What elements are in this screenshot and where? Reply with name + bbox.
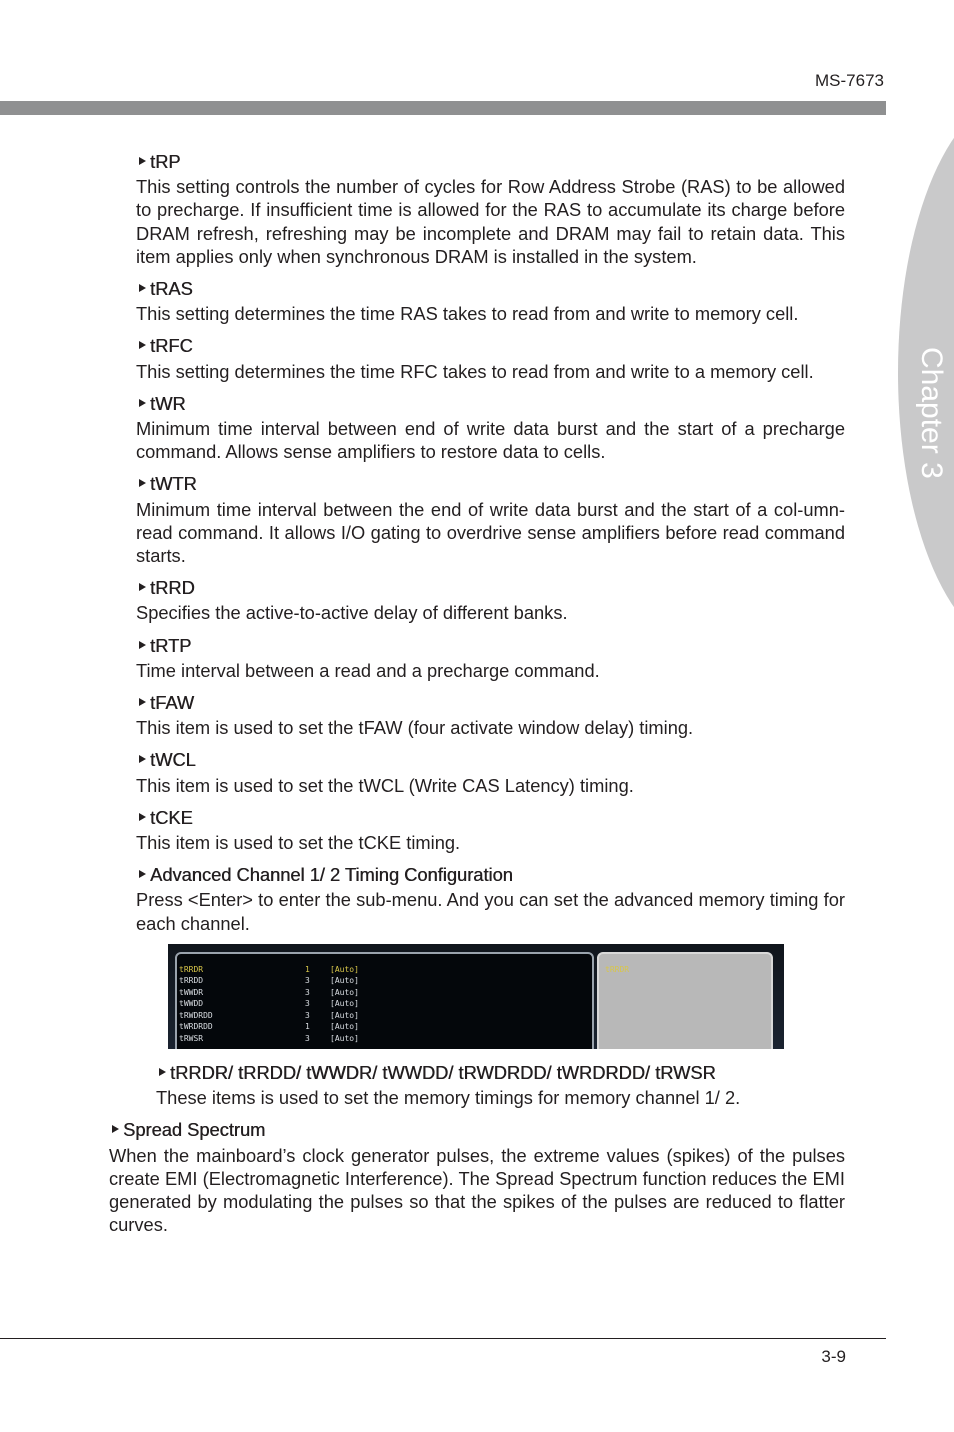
timing-row[interactable]: tWRDRDD 1 [Auto] xyxy=(179,1022,359,1032)
item-description: These items is used to set the memory timings for memory channel 1/ 2. xyxy=(156,1087,741,1109)
page-content xyxy=(109,150,845,1245)
help-panel xyxy=(597,952,773,1049)
item-twtr xyxy=(136,472,845,567)
item-spread-spectrum xyxy=(109,1118,845,1236)
timing-row[interactable]: tRWDRDD 3 [Auto] xyxy=(179,1010,359,1020)
item-heading: tRAS xyxy=(136,277,845,300)
timing-row[interactable]: tRWSR 3 [Auto] xyxy=(179,1033,359,1043)
item-description: This setting controls the number of cycles for Row Address Strobe (RAS) to be allowed to precharge. If insufficient time is allowed for the RAS to accumulate its charge before DRAM refresh, refreshing may be incomplete and DRAM may fail to retain data. This item applies only when synchronous DRAM is installed in the system. xyxy=(136,176,845,267)
item-description: Minimum time interval between the end of write data burst and the start of a col-umn-read command. It allows I/O gating to overdrive sense amplifiers before read command starts. xyxy=(136,498,845,567)
timing-rows xyxy=(179,964,579,1045)
item-heading: tWCL xyxy=(136,748,845,771)
page-number: 3-9 xyxy=(821,1347,846,1366)
item-trfc xyxy=(136,334,845,382)
item-heading: tFAW xyxy=(136,691,845,714)
item-advanced-channel xyxy=(136,863,845,935)
item-heading: tRRD xyxy=(136,576,845,599)
item-description: Time interval between a read and a precharge command. xyxy=(136,659,600,681)
chapter-label: Chapter 3 xyxy=(915,347,948,479)
item-description: This item is used to set the tWCL (Write CAS Latency) timing. xyxy=(136,774,634,796)
item-twcl xyxy=(136,748,845,796)
item-heading: tRTP xyxy=(136,634,845,657)
item-heading: tRP xyxy=(136,150,845,173)
item-trrd xyxy=(136,576,845,624)
timing-row[interactable]: tWWDR 3 [Auto] xyxy=(179,987,359,997)
item-heading: Spread Spectrum xyxy=(109,1118,845,1141)
item-description: This item is used to set the tFAW (four activate window delay) timing. xyxy=(136,717,694,739)
model-number: MS-7673 xyxy=(815,71,884,90)
item-description: When the mainboard’s clock generator pulses, the extreme values (spikes) of the pulses create EMI (Electromagnetic Interference). The Spread Spectrum function reduces the EMI generated by modulating the pulses so that the spikes of the pulses are reduced to flatter curves. xyxy=(109,1144,845,1236)
item-twr xyxy=(136,392,845,464)
bios-screenshot xyxy=(168,944,784,1049)
item-description: This item is used to set the tCKE timing. xyxy=(136,832,461,854)
item-trp xyxy=(136,150,845,268)
item-tras xyxy=(136,277,845,325)
footer-rule xyxy=(0,1338,886,1339)
item-heading: tCKE xyxy=(136,806,845,829)
item-description: Specifies the active-to-active delay of different banks. xyxy=(136,602,568,624)
item-heading: tWTR xyxy=(136,472,845,495)
header-bar xyxy=(0,101,886,115)
item-tcke xyxy=(136,806,845,854)
item-trtp xyxy=(136,634,845,682)
help-text: tRRDR xyxy=(605,964,630,974)
item-description: This setting determines the time RAS takes to read from and write to memory cell. xyxy=(136,303,799,325)
timing-row[interactable]: tRRDR 1 [Auto] xyxy=(179,964,359,974)
timing-row[interactable]: tWWDD 3 [Auto] xyxy=(179,999,359,1009)
item-channel-timings xyxy=(156,1061,845,1109)
item-heading: tRRDR/ tRRDD/ tWWDR/ tWWDD/ tRWDRDD/ tWRDRDD/ tRWSR xyxy=(156,1061,845,1084)
item-description: This setting determines the time RFC takes to read from and write to a memory cell. xyxy=(136,360,814,382)
item-heading: tWR xyxy=(136,392,845,415)
timing-row[interactable]: tRRDD 3 [Auto] xyxy=(179,976,359,986)
item-heading: Advanced Channel 1/ 2 Timing Configuration xyxy=(136,863,845,886)
item-tfaw xyxy=(136,691,845,739)
item-description: Press <Enter> to enter the sub-menu. And you can set the advanced memory timing for each channel. xyxy=(136,889,845,934)
item-description: Minimum time interval between end of write data burst and the start of a precharge command. Allows sense amplifiers to restore data to cells. xyxy=(136,418,845,463)
item-heading: tRFC xyxy=(136,334,845,357)
